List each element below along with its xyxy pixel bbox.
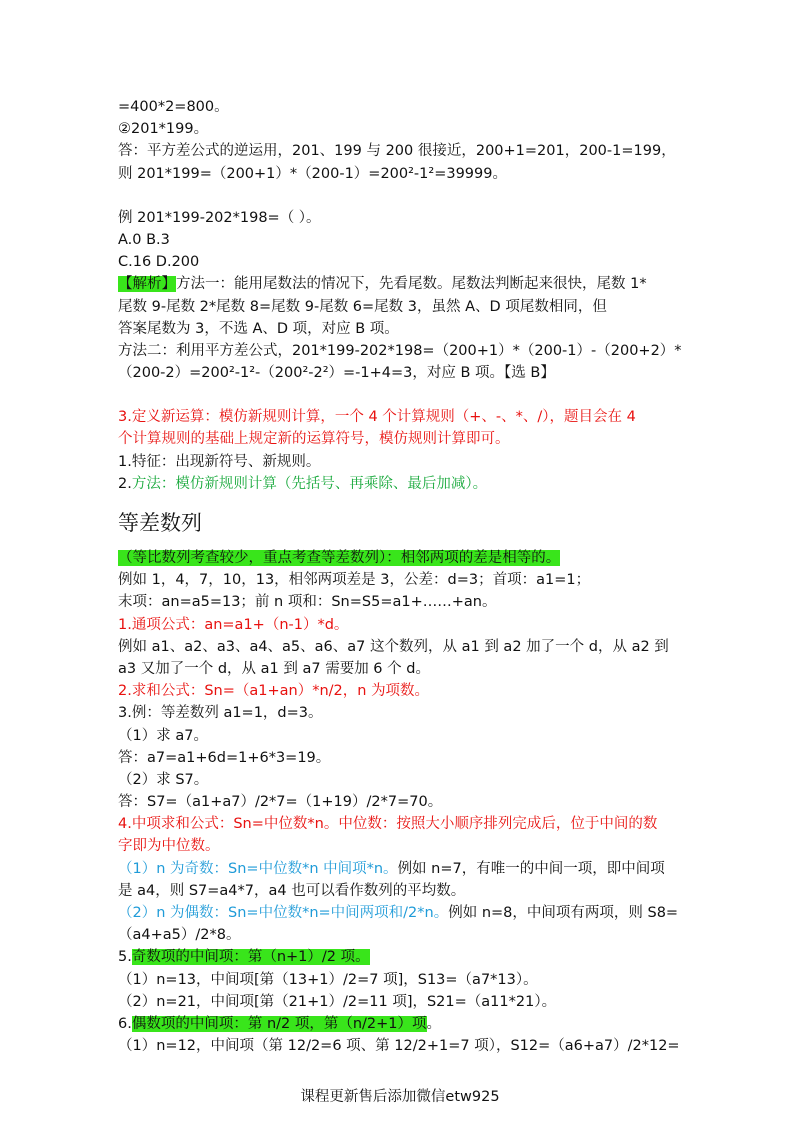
new-operation-method: 2.方法：模仿新规则计算（先括号、再乘除、最后加减）。 xyxy=(118,475,488,492)
text-line: 例如 a1、a2、a3、a4、a5、a6、a7 这个数列，从 a1 到 a2 加了一个 d，从 a2 到 xyxy=(118,638,669,655)
text-line: 3.例：等差数列 a1=1，d=3。 xyxy=(118,705,323,722)
formula-median: 字即为中位数。 xyxy=(118,838,220,855)
even-middle-term: 6.偶数项的中间项：第 n/2 项，第（n/2+1）项。 xyxy=(118,1015,442,1032)
new-operation-feature: 1.特征：出现新符号、新规则。 xyxy=(118,453,321,470)
arith-intro: （等比数列考查较少，重点考查等差数列）：相邻两项的差是相等的。 xyxy=(118,550,561,566)
analysis-tag: 【解析】 xyxy=(118,276,176,293)
text-line: （1）求 a7。 xyxy=(118,727,208,744)
new-operation-heading: 3.定义新运算：模仿新规则计算，一个 4 个计算规则（+、-、*、/），题目会在 4 xyxy=(118,409,636,426)
text-line: （1）n=13，中间项[第（13+1）/2=7 项]，S13=（a7*13）。 xyxy=(118,971,538,988)
text-line: =400*2=800。 xyxy=(118,99,229,115)
text-line: 答：a7=a1+6d=1+6*3=19。 xyxy=(118,749,331,766)
example-question: 例 201*199-202*198=（ ）。 xyxy=(118,209,321,226)
formula-median: 4.中项求和公式：Sn=中位数*n。中位数：按照大小顺序排列完成后，位于中间的数 xyxy=(118,816,658,833)
section-title: 等差数列 xyxy=(118,511,202,535)
text-line: ②201*199。 xyxy=(118,121,209,138)
text-line: 例如 1，4，7，10，13，相邻两项差是 3，公差：d=3；首项：a1=1； xyxy=(118,572,591,589)
text-line: 答：S7=（a1+a7）/2*7=（1+19）/2*7=70。 xyxy=(118,794,443,811)
text-line: （2）n=21，中间项[第（21+1）/2=11 项]，S21=（a11*21）。 xyxy=(118,993,557,1010)
odd-middle-term: 5.奇数项的中间项：第（n+1）/2 项。 xyxy=(118,949,370,966)
analysis-line xyxy=(118,273,688,295)
footer-note: 课程更新售后添加微信etw925 xyxy=(300,1089,500,1105)
text-line: （1）n=12，中间项（第 12/2=6 项、第 12/2+1=7 项），S12=（a6+a7）/2*12= xyxy=(118,1038,680,1055)
even-case: （2）n 为偶数：Sn=中位数*n=中间两项和/2*n。例如 n=8，中间项有两项，则 S8= xyxy=(118,905,679,921)
formula-sum: 2.求和公式：Sn=（a1+an）*n/2，n 为项数。 xyxy=(118,683,430,700)
formula-general-term: 1.通项公式：an=a1+（n-1）*d。 xyxy=(118,616,349,633)
analysis-line: 答案尾数为 3，不选 A、D 项，对应 B 项。 xyxy=(118,320,399,337)
spacer xyxy=(118,384,688,406)
example-options: A.0 B.3 xyxy=(118,231,170,248)
text-line: 末项：an=a5=13；前 n 项和：Sn=S5=a1+……+an。 xyxy=(118,594,497,611)
text-line: 是 a4，则 S7=a4*7，a4 也可以看作数列的平均数。 xyxy=(118,882,466,899)
document-page xyxy=(118,96,688,1057)
spacer xyxy=(118,185,688,207)
text-line: （2）求 S7。 xyxy=(118,771,209,788)
odd-case: （1）n 为奇数：Sn=中位数*n 中间项*n。例如 n=7，有唯一的中间一项，即中间项 xyxy=(118,860,665,877)
analysis-text: 方法一：能用尾数法的情况下，先看尾数。尾数法判断起来很快，尾数 1* xyxy=(176,276,647,293)
text-line: （a4+a5）/2*8。 xyxy=(118,927,241,944)
text-line: 答：平方差公式的逆运用，201、199 与 200 很接近，200+1=201，200-1=199， xyxy=(118,143,676,160)
analysis-line: 方法二：利用平方差公式，201*199-202*198=（200+1）*（200-1）-（200+2）* xyxy=(118,342,682,359)
text-line: a3 又加了一个 d，从 a1 到 a7 需要加 6 个 d。 xyxy=(118,660,430,677)
analysis-line: 尾数 9-尾数 2*尾数 8=尾数 9-尾数 6=尾数 3，虽然 A、D 项尾数相同，但 xyxy=(118,298,607,315)
example-options: C.16 D.200 xyxy=(118,254,200,271)
analysis-line: （200-2）=200²-1²-（200²-2²）=-1+4=3，对应 B 项。【选 B】 xyxy=(118,365,555,382)
new-operation-heading: 个计算规则的基础上规定新的运算符号，模仿规则计算即可。 xyxy=(118,431,510,448)
text-line: 则 201*199=（200+1）*（200-1）=200²-1²=39999。 xyxy=(118,165,507,182)
